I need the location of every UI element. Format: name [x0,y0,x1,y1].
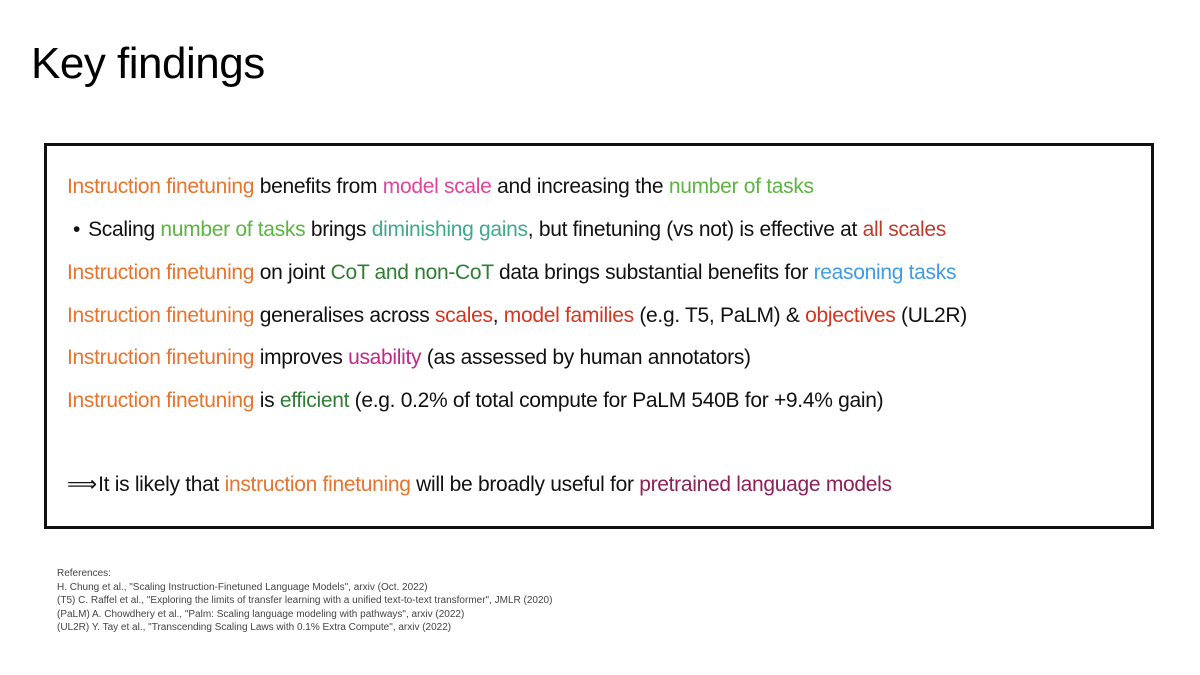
finding-text: , but finetuning (vs not) is effective at [527,218,863,241]
finding-sub-bullet [73,217,946,243]
key-findings-box [44,143,1154,529]
conclusion-line [67,472,892,498]
highlighted-term: pretrained language models [639,473,892,496]
finding-text: (as assessed by human annotators) [421,346,751,369]
highlighted-term: diminishing gains [371,218,528,241]
slide-title: Key findings [31,39,265,88]
finding-text: data brings substantial benefits for [493,261,814,284]
finding-line [67,260,956,286]
highlighted-term: Instruction finetuning [67,346,255,369]
highlighted-term: reasoning tasks [813,261,957,284]
references-heading: References: [57,568,111,579]
reference-item: (UL2R) Y. Tay et al., "Transcending Scaling Laws with 0.1% Extra Compute", arxiv (2022) [57,622,452,633]
highlighted-term: all scales [862,218,946,241]
finding-line [67,388,883,414]
finding-line [67,174,814,200]
highlighted-term: objectives [805,304,896,327]
highlighted-term: scales [434,304,493,327]
finding-line [67,345,751,371]
finding-line [67,303,967,329]
references-block [57,567,552,635]
highlighted-term: number of tasks [160,218,306,241]
highlighted-term: model families [503,304,634,327]
finding-text: benefits from [254,175,383,198]
highlighted-term: efficient [279,389,350,412]
highlighted-term: instruction finetuning [224,473,411,496]
finding-text: Scaling [88,218,161,241]
finding-text: on joint [254,261,331,284]
finding-text: (UL2R) [895,304,967,327]
highlighted-term: Instruction finetuning [67,389,255,412]
reference-item: (T5) C. Raffel et al., "Exploring the limits of transfer learning with a unified text-to-text transformer", JMLR (2020) [57,595,553,606]
finding-text: will be broadly useful for [410,473,640,496]
highlighted-term: Instruction finetuning [67,175,255,198]
reference-item: H. Chung et al., "Scaling Instruction-Finetuned Language Models", arxiv (Oct. 2022) [57,581,428,593]
finding-text: and increasing the [491,175,669,198]
implies-arrow-icon: ⟹ [67,473,96,496]
highlighted-term: number of tasks [668,175,814,198]
finding-text: generalises across [254,304,435,327]
reference-item: (PaLM) A. Chowdhery et al., "Palm: Scaling language modeling with pathways", arxiv (2022) [57,608,465,620]
finding-text: It is likely that [98,473,225,496]
highlighted-term: Instruction finetuning [67,261,255,284]
highlighted-term: usability [348,346,422,369]
finding-text: (e.g. T5, PaLM) & [633,304,806,327]
highlighted-term: Instruction finetuning [67,304,255,327]
finding-text: (e.g. 0.2% of total compute for PaLM 540B for +9.4% gain) [349,389,884,412]
bullet-icon: • [73,218,81,241]
finding-text: improves [254,346,349,369]
finding-text: , [492,304,504,327]
highlighted-term: CoT and non-CoT [330,261,494,284]
finding-text: is [254,389,280,412]
finding-text: brings [305,218,372,241]
highlighted-term: model scale [382,175,492,198]
